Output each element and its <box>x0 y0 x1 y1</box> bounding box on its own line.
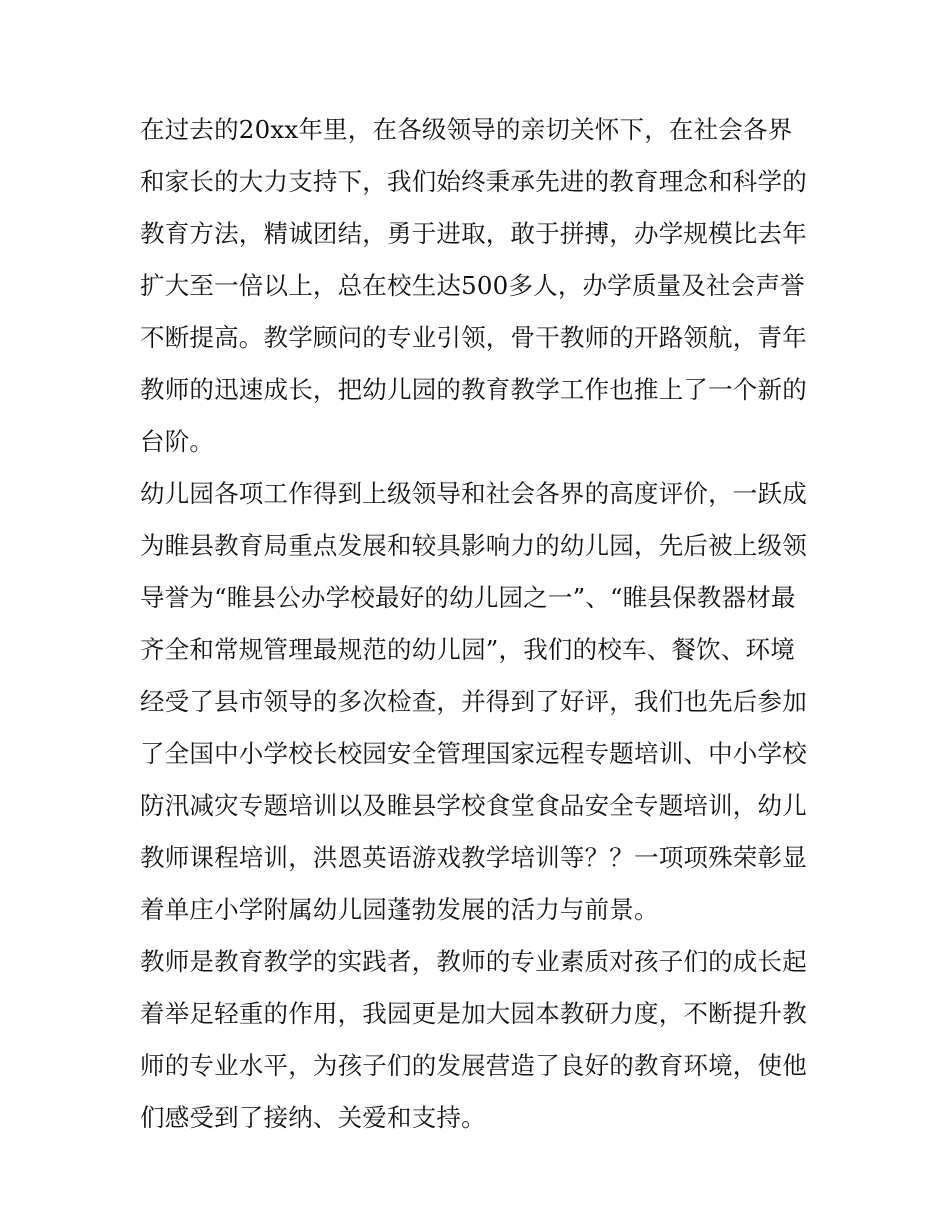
document-body <box>140 107 820 1147</box>
text-line: 教育方法，精诚团结，勇于进取，敢于拼搏，办学规模比去年 <box>140 219 807 248</box>
text-line: 教师是教育教学的实践者，教师的专业素质对孩子们的成长起 <box>140 947 807 976</box>
text-line: 在过去的20xx年里，在各级领导的亲切关怀下，在社会各界 <box>140 115 793 144</box>
text-line: 们感受到了接纳、关爱和支持。 <box>140 1103 486 1132</box>
text-line: 师的专业水平，为孩子们的发展营造了良好的教育环境，使他 <box>140 1051 807 1080</box>
text-line: 教师的迅速成长，把幼儿园的教育教学工作也推上了一个新的 <box>140 375 807 404</box>
paragraph-2 <box>140 471 820 939</box>
text-line: 为睢县教育局重点发展和较具影响力的幼儿园，先后被上级领 <box>140 531 807 560</box>
text-line: 着单庄小学附属幼儿园蓬勃发展的活力与前景。 <box>140 895 659 924</box>
text-line: 不断提高。教学顾问的专业引领，骨干教师的开路领航，青年 <box>140 323 807 352</box>
text-line: 齐全和常规管理最规范的幼儿园”，我们的校车、餐饮、环境 <box>140 635 795 664</box>
text-line: 幼儿园各项工作得到上级领导和社会各界的高度评价，一跃成 <box>140 479 807 508</box>
paragraph-1 <box>140 107 820 471</box>
text-line: 防汛减灾专题培训以及睢县学校食堂食品安全专题培训，幼儿 <box>140 791 807 820</box>
text-line: 台阶。 <box>140 427 215 456</box>
paragraph-3 <box>140 939 820 1147</box>
text-line: 和家长的大力支持下，我们始终秉承先进的教育理念和科学的 <box>140 167 807 196</box>
text-line: 导誉为“睢县公办学校最好的幼儿园之一”、“睢县保教器材最 <box>140 583 796 612</box>
text-line: 教师课程培训，洪恩英语游戏教学培训等？？一项项殊荣彰显 <box>140 843 807 872</box>
text-line: 着举足轻重的作用，我园更是加大园本教研力度，不断提升教 <box>140 999 807 1028</box>
text-line: 扩大至一倍以上，总在校生达500多人，办学质量及社会声誉 <box>140 271 805 300</box>
text-line: 了全国中小学校长校园安全管理国家远程专题培训、中小学校 <box>140 739 807 768</box>
text-line: 经受了县市领导的多次检查，并得到了好评，我们也先后参加 <box>140 687 807 716</box>
